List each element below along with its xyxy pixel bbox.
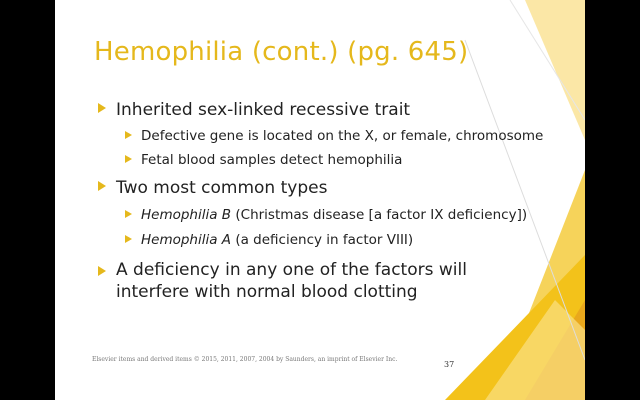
- subbullet-hemophilia-a: Hemophilia A (a deficiency in factor VIII): [125, 232, 413, 248]
- bullet-arrow-icon: [125, 235, 132, 243]
- bullet-arrow-icon: [98, 103, 106, 113]
- bullet-arrow-icon: [125, 210, 132, 218]
- copyright-footer: Elsevier items and derived items © 2015, 2011, 2007, 2004 by Saunders, an imprint of Elsevier Inc.: [92, 356, 398, 363]
- bullet-arrow-icon: [125, 155, 132, 163]
- page-number: 37: [444, 360, 455, 369]
- subbullet-fetal-samples: Fetal blood samples detect hemophilia: [125, 152, 402, 168]
- bullet-arrow-icon: [98, 266, 106, 276]
- bullet-inherited: Inherited sex-linked recessive trait: [98, 100, 410, 120]
- bullet-arrow-icon: [98, 181, 106, 191]
- bullet-two-types: Two most common types: [98, 178, 327, 198]
- subbullet-hemophilia-b: Hemophilia B (Christmas disease [a factor IX deficiency]): [125, 207, 527, 223]
- slide-title: Hemophilia (cont.) (pg. 645): [94, 37, 469, 67]
- bullet-deficiency: A deficiency in any one of the factors will interfere with normal blood clotting: [98, 259, 518, 303]
- bullet-arrow-icon: [125, 131, 132, 139]
- subbullet-defective-gene: Defective gene is located on the X, or female, chromosome: [125, 128, 543, 144]
- slide: [55, 0, 585, 400]
